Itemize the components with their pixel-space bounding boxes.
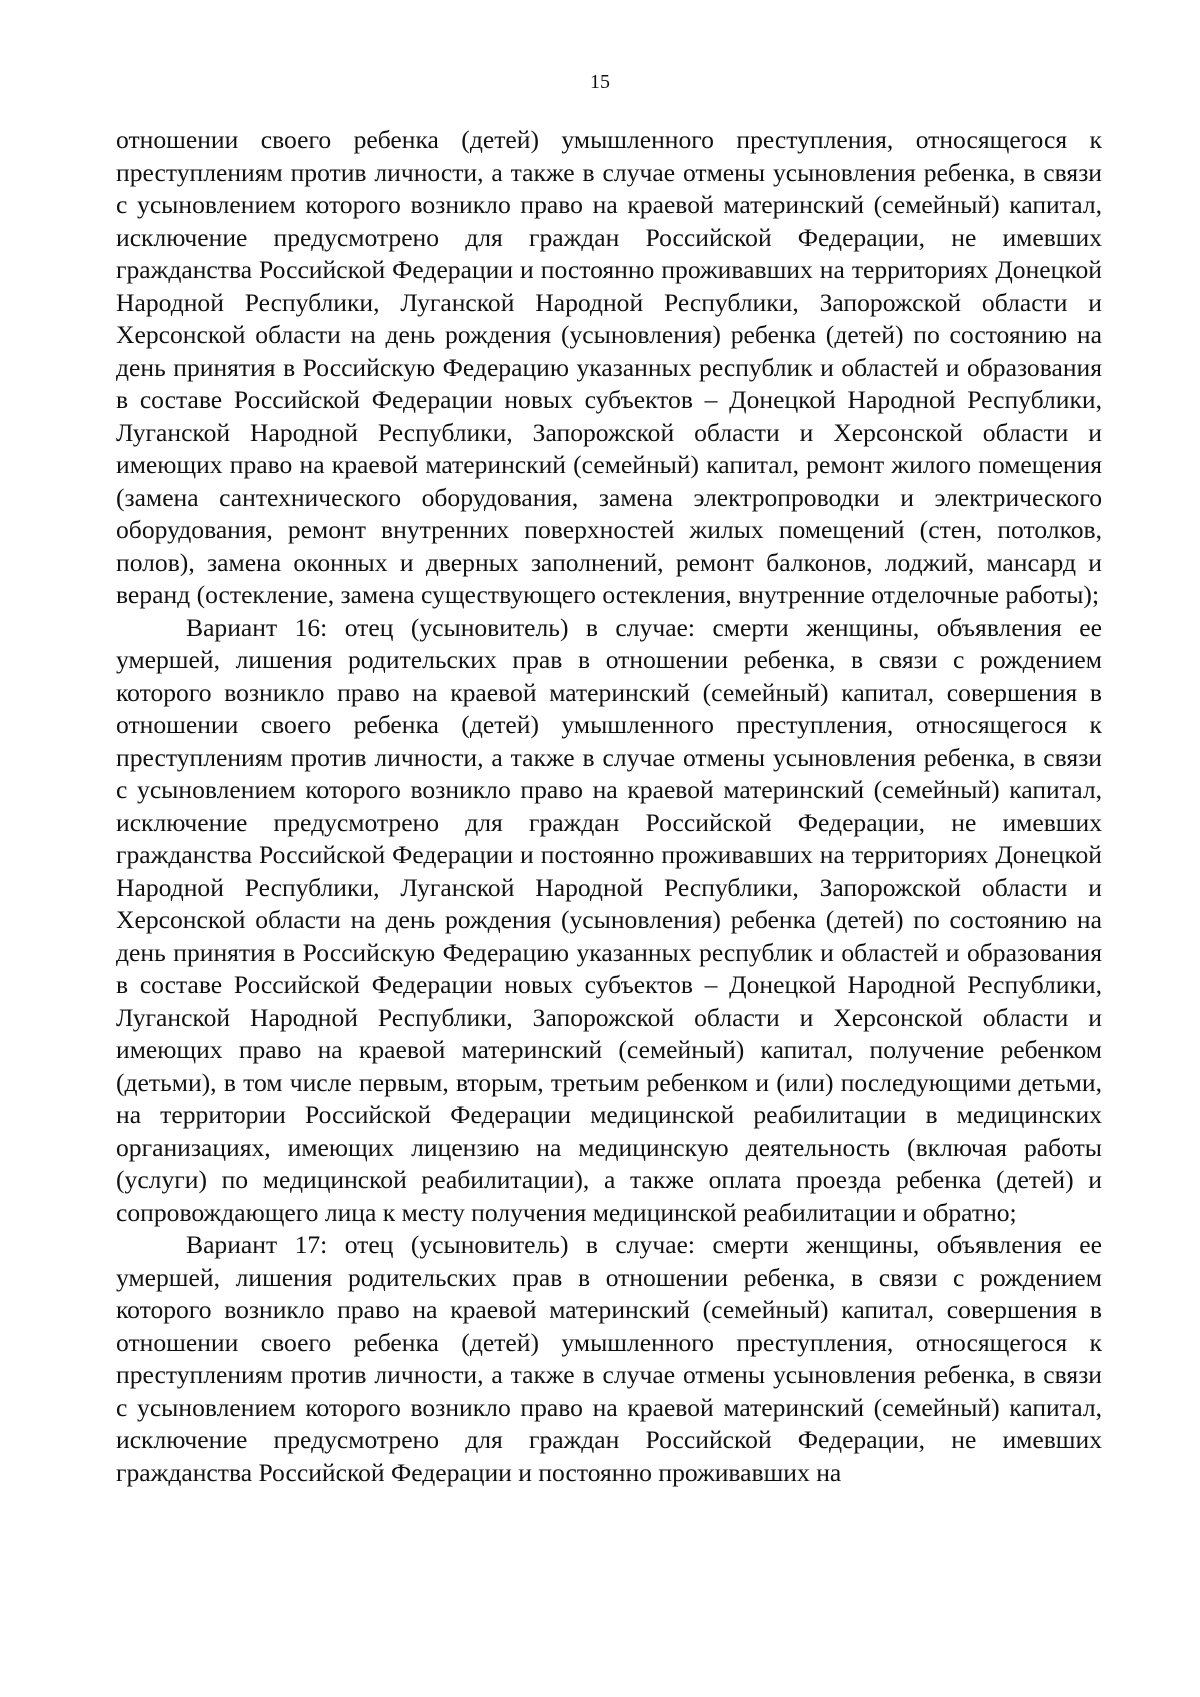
- paragraph-continuation: отношении своего ребенка (детей) умышленного преступления, относящегося к преступлениям против личности, а также в случае отмены усыновления ребенка, в связи с усыновлением которого возникло право на краевой материнский (семейный) капитал, исключение предусмотрено для граждан Российской Федерации, не имевших гражданства Российской Федерации и постоянно проживавших на территориях Донецкой Народной Республики, Луганской Народной Республики, Запорожской области и Херсонской области на день рождения (усыновления) ребенка (детей) по состоянию на день принятия в Российскую Федерацию указанных республик и областей и образования в составе Российской Федерации новых субъектов – Донецкой Народной Республики, Луганской Народной Республики, Запорожской области и Херсонской области и имеющих право на краевой материнский (семейный) капитал, ремонт жилого помещения (замена сантехнического оборудования, замена электропроводки и электрического оборудования, ремонт внутренних поверхностей жилых помещений (стен, потолков, полов), замена оконных и дверных заполнений, ремонт балконов, лоджий, мансард и веранд (остекление, замена существующего остекления, внутренние отделочные работы);: [116, 125, 1102, 609]
- page-number: 15: [590, 71, 610, 93]
- paragraph-variant-16: Вариант 16: отец (усыновитель) в случае: смерти женщины, объявления ее умершей, лишения родительских прав в отношении ребенка, в связи с рождением которого возникло право на краевой материнский (семейный) капитал, совершения в отношении своего ребенка (детей) умышленного преступления, относящегося к преступлениям против личности, а также в случае отмены усыновления ребенка, в связи с усыновлением которого возникло право на краевой материнский (семейный) капитал, исключение предусмотрено для граждан Российской Федерации, не имевших гражданства Российской Федерации и постоянно проживавших на территориях Донецкой Народной Республики, Луганской Народной Республики, Запорожской области и Херсонской области на день рождения (усыновления) ребенка (детей) по состоянию на день принятия в Российскую Федерацию указанных республик и областей и образования в составе Российской Федерации новых субъектов – Донецкой Народной Республики, Луганской Народной Республики, Запорожской области и Херсонской области и имеющих право на краевой материнский (семейный) капитал, получение ребенком (детьми), в том числе первым, вторым, третьим ребенком и (или) последующими детьми, на территории Российской Федерации медицинской реабилитации в медицинских организациях, имеющих лицензию на медицинскую деятельность (включая работы (услуги) по медицинской реабилитации), а также оплата проезда ребенка (детей) и сопровождающего лица к месту получения медицинской реабилитации и обратно;: [116, 612, 1102, 1227]
- paragraph-variant-17: Вариант 17: отец (усыновитель) в случае: смерти женщины, объявления ее умершей, лишения родительских прав в отношении ребенка, в связи с рождением которого возникло право на краевой материнский (семейный) капитал, совершения в отношении своего ребенка (детей) умышленного преступления, относящегося к преступлениям против личности, а также в случае отмены усыновления ребенка, в связи с усыновлением которого возникло право на краевой материнский (семейный) капитал, исключение предусмотрено для граждан Российской Федерации, не имевших гражданства Российской Федерации и постоянно проживавших на: [116, 1230, 1102, 1487]
- document-body: [116, 124, 1102, 1489]
